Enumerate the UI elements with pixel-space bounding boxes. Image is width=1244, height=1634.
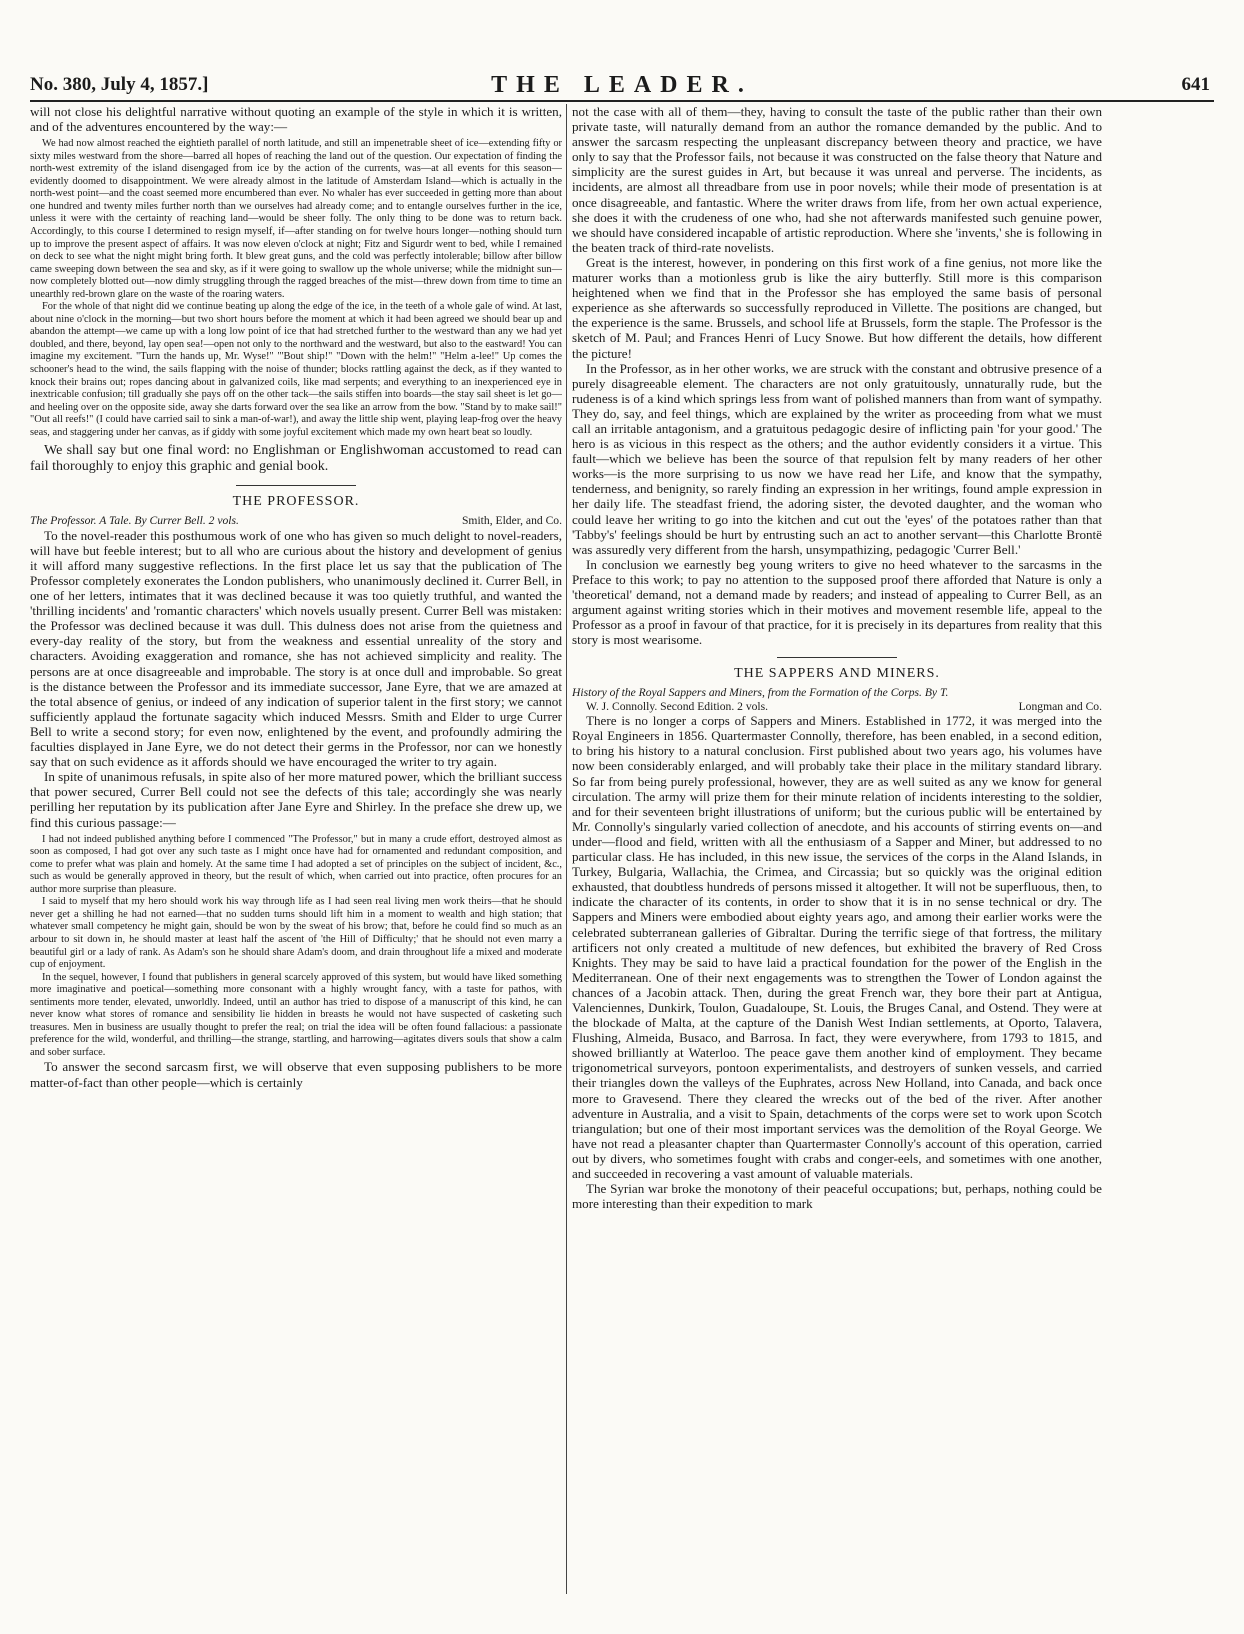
byline-work: The Professor. A Tale. By Currer Bell. 2 vols. bbox=[30, 514, 239, 528]
byline-work-line2: W. J. Connolly. Second Edition. 2 vols. bbox=[586, 699, 769, 713]
body-paragraph: not the case with all of them—they, having to consult the taste of the public rather than their own private taste, will naturally demand from an author the romance demanded by the public. And to answer the sarcasm respecting the unpleasant discrepancy between theory and practice, we have only to say that the Professor fails, not because it was constructed on the false theory that Nature and simplicity are the surest guides in Art, but because it was unreal and perverse. The incidents, as incidents, are almost all threadbare from use in poor novels; while their mode of presentation is at once disagreeable, and fantastic. Where the writer draws from life, from her own actual experience, she does it with the crudeness of one who, had she not afterwards manifested such genuine power, we should have considered incapable of artistic reproduction. Where she 'invents,' she is following in the beaten track of third-rate novelists. bbox=[572, 104, 1102, 255]
body-paragraph: To the novel-reader this posthumous work of one who has given so much delight to novel-readers, will have but feeble interest; but to all who are curious about the history and development of genius it will afford many suggestive reflections. In the first place let us say that the publication of The Professor completely exonerates the London publishers, who unanimously declined it. Currer Bell, in one of her letters, intimates that it was declined because it was too quietly truthful, and wanted the 'thrilling incidents' and 'romantic characters' which novels usually present. Currer Bell was mistaken: the Professor was declined because it was dull. This dulness does not arise from the quietness and every-day reality of the story, but from the weakness and essential unreality of the story and characters. Avoiding exaggeration and romance, she has not achieved simplicity and reality. The persons are at once disagreeable and improbable. The story is at once dull and improbable. So great is the distance between the Professor and its immediate successor, Jane Eyre, that we are amazed at the total absence of genius, or indeed of any indication of superior talent in the first story; we cannot sufficiently applaud the fortunate sagacity which induced Messrs. Smith and Elder to urge Currer Bell to write a second story; for even now, enlightened by the event, and profoundly admiring the faculties displayed in Jane Eyre, we do not detect their germs in the Professor, nor can we honestly say that on such evidence as it affords should we have encouraged the writer to try again. bbox=[30, 527, 562, 770]
quote-paragraph: I said to myself that my hero should work his way through life as I had seen real living men work theirs—that he should never get a shilling he had not earned—that no sudden turns should lift him in a moment to wealth and high station; that whatever small competency he might gain, should be won by the sweat of his brow; that, before he could find so much as an arbour to sit down in, he should master at least half the ascent of 'the Hill of Difficulty;' that he should not even marry a beautiful girl or a lady of rank. As Adam's son he should share Adam's doom, and drain throughout life a mixed and moderate cup of enjoyment. bbox=[30, 896, 562, 971]
quote-paragraph: We had now almost reached the eightieth parallel of north latitude, and still an impenetrable sheet of ice—extending fifty or sixty miles westward from the shore—barred all hopes of reaching the land out of the question. Our expectation of finding the north-west extremity of the island disengaged from ice by the action of the currents, was—at all events for this season—evidently doomed to disappointment. We were already almost in the latitude of Amsterdam Island—which is actually in the north-west point—and the coast seemed more encumbered than ever. No whaler has ever succeeded in getting more than about one hundred and twenty miles further north than we ourselves had already come; and to entangle ourselves further in the ice, unless it were with the certainty of reaching land—would be sheer folly. The only thing to be done was to return back. Accordingly, to this course I determined to resign myself, if—after standing on for twelve hours longer—nothing should turn up to improve the present aspect of affairs. It was now eleven o'clock at night; Fitz and Sigurdr went to bed, while I remained on deck to see what the night might bring forth. It blew great guns, and the cold was perfectly intolerable; billow after billow came sweeping down between the sea and sky, as if it were going to swallow up the whole universe; while the midnight sun—now completely blotted out—now dimly struggling through the ragged breaches of the mist—threw down from time to time an unearthly red-brown glare on the waste of the roaring waters. bbox=[30, 138, 562, 300]
page-header bbox=[30, 74, 1214, 102]
quote-paragraph: I had not indeed published anything before I commenced "The Professor," but in many a crude effort, destroyed almost as soon as composed, I had got over any such taste as I might once have had for ornamented and redundant composition, and come to prefer what was plain and homely. At the same time I had adopted a set of principles on the subject of incident, &c., such as would be generally approved in theory, but the result of which, when carried out into practice, often procures for an author more surprise than pleasure. bbox=[30, 833, 562, 895]
masthead: THE LEADER. bbox=[491, 72, 753, 98]
body-paragraph: In spite of unanimous refusals, in spite also of her more matured power, which the brilliant success that power secured, Currer Bell could not see the defects of this tale; accordingly she was nearly perilling her reputation by its publication after Jane Eyre and Shirley. In the preface she drew up, we find this curious passage:— bbox=[30, 769, 562, 830]
section-separator bbox=[236, 485, 356, 486]
closing-paragraph: We shall say but one final word: no Englishman or Englishwoman accustomed to read can fail thoroughly to enjoy this graphic and genial book. bbox=[30, 443, 562, 475]
section-separator bbox=[777, 657, 897, 658]
byline-publisher: Longman and Co. bbox=[1018, 699, 1102, 713]
quote-paragraph: In the sequel, however, I found that publishers in general scarcely approved of this system, but would have liked something more imaginative and poetical—something more consonant with a highly wrought fancy, with a taste for pathos, with sentiments more tender, elevated, unworldly. Indeed, until an author has tried to dispose of a manuscript of this kind, he can never know what stores of romance and sensibility lie hidden in breasts he would not have suspected of casketing such treasures. Men in business are usually thought to prefer the real; on trial the idea will be often found fallacious: a passionate preference for the wild, wonderful, and thrilling—the strange, startling, and harrowing—agitates divers souls that show a calm and sober surface. bbox=[30, 971, 562, 1058]
column-rule bbox=[566, 104, 567, 1594]
body-paragraph: The Syrian war broke the monotony of their peaceful occupations; but, perhaps, nothing could be more interesting than their expedition to mark bbox=[572, 1181, 1102, 1212]
body-paragraph: Great is the interest, however, in pondering on this first work of a fine genius, not more like the maturer works than a motionless grub is like the airy butterfly. Still more is this comparison heightened when we find that in the Professor she has employed the same basis of personal experience as she afterwards so successfully reproduced in Villette. The positions are changed, but the experience is the same. Brussels, and school life at Brussels, form the staple. The Professor is the sketch of M. Paul; and Frances Henri of Lucy Snowe. But how different the details, how different the picture! bbox=[572, 254, 1102, 361]
issue-number: No. 380, July 4, 1857.] bbox=[30, 74, 209, 95]
section-title-professor: THE PROFESSOR. bbox=[232, 494, 360, 510]
body-paragraph: To answer the second sarcasm first, we will observe that even supposing publishers to be more matter-of-fact than other people—which is certainly bbox=[30, 1059, 562, 1090]
left-column bbox=[30, 104, 562, 1626]
body-paragraph: In conclusion we earnestly beg young writers to give no heed whatever to the sarcasms in the Preface to this work; to pay no attention to the supposed proof there afforded that Nature is only a 'theoretical' demand, not a demand made by readers; and instead of appealing to Currer Bell, as an argument against writing stories which in their motives and movement resemble life, appeal to the Professor as a proof in favour of that practice, for it is precisely in its departures from reality that this story is most wearisome. bbox=[572, 556, 1102, 648]
section-title-sappers: THE SAPPERS AND MINERS. bbox=[734, 666, 940, 682]
body-paragraph: There is no longer a corps of Sappers and Miners. Established in 1772, it was merged into the Royal Engineers in 1856. Quartermaster Connolly, therefore, has been enabled, in a second edition, to bring his history to a natural conclusion. First published about two years ago, his volumes have now been considerably enlarged, and will probably take their place in the military standard library. So far from being purely professional, however, they are as well suited as any we know for general circulation. The army will prize them for their minute relation of incidents interesting to the soldier, and for their seventeen bright illustrations of uniform; but the curious public will be entertained by Mr. Connolly's singularly varied collection of anecdote, and his accounts of stirring events on—and under—flood and field, written with all the enthusiasm of a Sapper and Miner, but addressed to no particular class. He has included, in this new issue, the services of the corps in the Aland Islands, in Turkey, Bulgaria, Wallachia, the Crimea, and Circassia; but so quickly was the original edition exhausted, that doubtless hundreds of persons missed it altogether. It will not be superfluous, then, to indicate the character of its contents, in order to show that it is in no sense technical or dry. The Sappers and Miners were embodied about eighty years ago, and among their earlier works were the celebrated subterranean galleries of Gibraltar. During the terrific siege of that fortress, the military artificers not only created a multitude of new defences, but exhibited the bravery of Red Cross Knights. They may be said to have laid a practical foundation for the power of the English in the Mediterranean. One of their next engagements was to strengthen the Tower of London against the chances of a Jacobin attack. Then, during the great French war, they bore their part at Antigua, Valenciennes, Dunkirk, Toulon, Guadaloupe, St. Louis, the Bruges Canal, and Ostend. They were at the blockade of Malta, at the capture of the Danish West Indian settlements, at Oporto, Talavera, Flushing, Almeida, Busaco, and Barrosa. In fact, they were everywhere, from 1793 to 1815, and showed brilliantly at Waterloo. The peace gave them another kind of employment. They became trigonometrical surveyors, pontoon experimentalists, and destroyers of sunken vessels, and carried their triangles down the valleys of the Euphrates, across New Holland, into Canada, and back once more to Gravesend. There they cleared the wrecks out of the bed of the river. After another adventure in Australia, and a visit to Spain, detachments of the corps were set to work upon Scotch triangulation; but one of their most important services was the demolition of the Royal George. We have not read a pleasanter chapter than Quartermaster Connolly's account of this operation, carried out by divers, who sometimes fought with crabs and conger-eels, and sometimes with one another, and succeeded in recovering a vast amount of valuable materials. bbox=[572, 713, 1102, 1181]
page-number: 641 bbox=[1181, 74, 1210, 95]
body-paragraph: In the Professor, as in her other works, we are struck with the constant and obtrusive presence of a purely disagreeable element. The characters are not only gratuitously, unnaturally rude, but the rudeness is of a kind which springs less from want of polished manners than from want of sympathy. They do, say, and feel things, which are explained by the writer as proceeding from what we must call an irritable antagonism, and a gratuitous pedagogic desire of inflicting pain 'for your good.' The hero is as vicious in this respect as the others; and the author evidently considers it a virtue. This fault—which we believe has been the source of that repulsion felt by many readers of her other works—is the more surprising to us now we have read her Life, and know that the sympathy, tenderness, and benignity, so rarely finding an expression in her writings, found ample expression in her daily life. The steadfast friend, the adoring sister, the devoted daughter, and the woman who could leave her writing to go into the kitchen and cut out the 'eyes' of the potatoes rather than that 'Tabby's' feelings should be hurt by entrusting such an act to another servant—this Charlotte Brontë was assuredly very different from the harsh, unsympathizing, pedagogic 'Currer Bell.' bbox=[572, 360, 1102, 557]
right-column bbox=[572, 104, 1102, 1626]
byline-work-line1: History of the Royal Sappers and Miners, from the Formation of the Corps. By T. bbox=[572, 686, 949, 700]
quote-paragraph: For the whole of that night did we continue beating up along the edge of the ice, in the teeth of a whole gale of wind. At last, about nine o'clock in the morning—but two short hours before the moment at which it had been agreed we should bear up and abandon the attempt—we came up with a long low point of ice that had stretched further to the westward than any we had yet doubled, and there, beyond, lay open sea!—open not only to the northward and the westward, but also to the eastward! You can imagine my excitement. "Turn the hands up, Mr. Wyse!" "'Bout ship!" "Down with the helm!" "Helm a-lee!" Up comes the schooner's head to the wind, the sails flapping with the noise of thunder; blocks rattling against the deck, as if they wanted to knock their brains out; ropes dancing about in galvanized coils, like mad serpents; and everything to an inexperienced eye in inextricable confusion; till gradually she pays off on the other tack—the sails stiffen into boards—the stay sail sheet is let go—and heeling over on the opposite side, away she darts forward over the sea like an arrow from the bow. "Stand by to make sail!" "Out all reefs!" (I could have carried sail to sink a man-of-war!), and away the little ship went, playing leap-frog over the heavy seas, and staggering under her canvas, as if giddy with some joyful excitement which made my own heart beat so loudly. bbox=[30, 301, 562, 438]
intro-paragraph: will not close his delightful narrative without quoting an example of the style in which it is written, and of the adventures encountered by the way:— bbox=[30, 104, 562, 135]
review-byline bbox=[30, 514, 562, 527]
byline-publisher: Smith, Elder, and Co. bbox=[461, 514, 562, 528]
review-byline bbox=[572, 686, 1102, 713]
